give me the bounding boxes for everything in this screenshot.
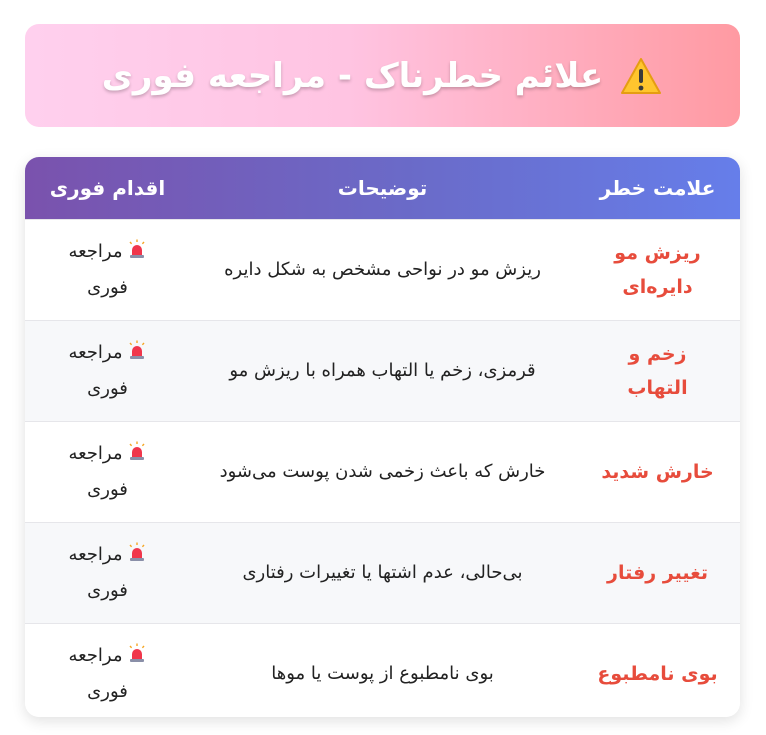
column-header-action: اقدام فوری <box>49 176 166 200</box>
danger-signs-table <box>25 157 740 717</box>
description-cell <box>190 321 575 421</box>
sign-cell <box>575 624 740 717</box>
action-label-wrap <box>25 335 190 407</box>
warning-icon <box>619 56 663 96</box>
sign-label: خارش شدید <box>601 461 714 483</box>
siren-icon <box>127 643 147 663</box>
table-row <box>25 219 740 320</box>
description-text: ریزش مو در نواحی مشخص به شکل دایره <box>224 259 541 280</box>
siren-icon <box>127 239 147 259</box>
sign-label: ریزش مو دایره‌ای <box>614 242 701 298</box>
table-row <box>25 623 740 717</box>
action-label: مراجعه فوری <box>68 241 128 298</box>
description-text: بوی نامطبوع از پوست یا موها <box>271 663 494 684</box>
action-cell <box>25 523 190 623</box>
table-body <box>25 219 740 717</box>
sign-label: زخم و التهاب <box>627 343 688 399</box>
action-label-wrap <box>25 537 190 609</box>
description-cell <box>190 624 575 717</box>
action-cell <box>25 321 190 421</box>
siren-icon <box>127 542 147 562</box>
table-row <box>25 421 740 522</box>
action-cell <box>25 624 190 717</box>
page-title: علائم خطرناک - مراجعه فوری <box>101 55 604 96</box>
siren-icon <box>127 441 147 461</box>
action-label: مراجعه فوری <box>68 342 128 399</box>
sign-cell <box>575 220 740 320</box>
siren-icon <box>127 340 147 360</box>
column-header-description: توضیحات <box>337 176 428 200</box>
table-row <box>25 522 740 623</box>
action-cell <box>25 422 190 522</box>
header-title-wrap <box>102 56 664 96</box>
description-cell <box>190 422 575 522</box>
sign-cell <box>575 523 740 623</box>
description-text: بی‌حالی، عدم اشتها یا تغییرات رفتاری <box>242 562 523 583</box>
description-cell <box>190 220 575 320</box>
description-cell <box>190 523 575 623</box>
action-label-wrap <box>25 436 190 508</box>
page-header <box>25 24 740 127</box>
sign-label: تغییر رفتار <box>607 562 709 584</box>
description-text: خارش که باعث زخمی شدن پوست می‌شود <box>219 461 546 482</box>
action-label: مراجعه فوری <box>68 544 128 601</box>
table-row <box>25 320 740 421</box>
action-label-wrap <box>25 234 190 306</box>
sign-cell <box>575 321 740 421</box>
sign-cell <box>575 422 740 522</box>
action-label-wrap <box>25 638 190 710</box>
column-header-sign: علامت خطر <box>599 176 716 200</box>
action-label: مراجعه فوری <box>68 645 128 702</box>
description-text: قرمزی، زخم یا التهاب همراه با ریزش مو <box>229 360 536 381</box>
action-cell <box>25 220 190 320</box>
action-label: مراجعه فوری <box>68 443 128 500</box>
sign-label: بوی نامطبوع <box>597 663 718 685</box>
table-header <box>25 157 740 219</box>
